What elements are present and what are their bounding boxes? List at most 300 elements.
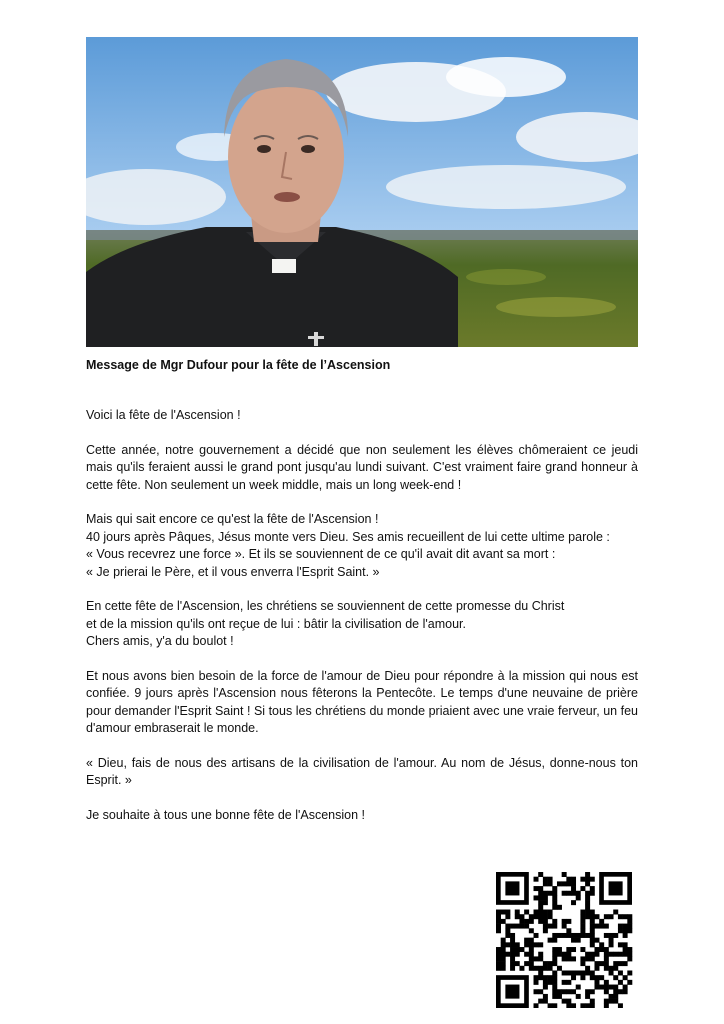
qr-module xyxy=(515,914,520,919)
qr-module xyxy=(613,975,618,980)
qr-module xyxy=(548,975,553,980)
qr-module xyxy=(627,952,632,957)
qr-module xyxy=(580,961,585,966)
qr-module xyxy=(623,989,628,994)
qr-module xyxy=(590,877,595,882)
qr-module xyxy=(496,919,501,924)
qr-module xyxy=(510,952,515,957)
qr-module xyxy=(571,989,576,994)
qr-module xyxy=(557,994,562,999)
qr-module xyxy=(548,1003,553,1008)
qr-module xyxy=(510,961,515,966)
qr-module xyxy=(562,919,567,924)
qr-code[interactable] xyxy=(494,870,634,1008)
qr-module xyxy=(585,952,590,957)
qr-module xyxy=(501,938,506,943)
qr-module xyxy=(543,928,548,933)
qr-module xyxy=(501,910,506,915)
qr-module xyxy=(496,952,501,957)
qr-module xyxy=(604,1003,609,1008)
qr-module xyxy=(548,966,553,971)
qr-module xyxy=(590,919,595,924)
qr-module xyxy=(529,919,534,924)
qr-module xyxy=(580,877,585,882)
qr-module xyxy=(627,928,632,933)
text-line: 40 jours après Pâques, Jésus monte vers Dieu. Ses amis recueillent de lui cette ultime parole : xyxy=(86,529,610,544)
qr-module xyxy=(566,928,571,933)
qr-module xyxy=(529,938,534,943)
qr-module xyxy=(599,947,604,952)
qr-module xyxy=(538,942,543,947)
qr-module xyxy=(594,975,599,980)
qr-module xyxy=(496,966,501,971)
text-line: En cette fête de l'Ascension, les chrétiens se souviennent de cette promesse du Christ xyxy=(86,599,565,614)
qr-module xyxy=(594,980,599,985)
qr-module xyxy=(585,933,590,938)
qr-module xyxy=(543,881,548,886)
qr-module xyxy=(519,966,524,971)
qr-module xyxy=(519,947,524,952)
qr-module xyxy=(529,928,534,933)
qr-module xyxy=(590,1003,595,1008)
qr-module xyxy=(496,956,501,961)
qr-module xyxy=(618,961,623,966)
qr-module xyxy=(538,966,543,971)
qr-module xyxy=(580,928,585,933)
qr-module xyxy=(609,952,614,957)
qr-module xyxy=(519,919,524,924)
qr-module xyxy=(538,914,543,919)
qr-module xyxy=(552,1003,557,1008)
qr-module xyxy=(538,999,543,1004)
qr-module xyxy=(548,881,553,886)
qr-module xyxy=(552,989,557,994)
qr-module xyxy=(576,985,581,990)
qr-module xyxy=(609,942,614,947)
qr-module xyxy=(590,970,595,975)
qr-module xyxy=(580,947,585,952)
qr-module xyxy=(585,966,590,971)
qr-module xyxy=(496,928,501,933)
qr-module xyxy=(538,989,543,994)
qr-module xyxy=(515,947,520,952)
qr-module xyxy=(571,881,576,886)
hero-photo xyxy=(86,37,638,347)
qr-module xyxy=(543,910,548,915)
qr-module xyxy=(590,914,595,919)
qr-module xyxy=(609,914,614,919)
qr-module xyxy=(580,956,585,961)
qr-module xyxy=(566,919,571,924)
qr-module xyxy=(538,872,543,877)
qr-module xyxy=(543,919,548,924)
qr-module xyxy=(562,999,567,1004)
qr-module xyxy=(609,985,614,990)
qr-module xyxy=(604,914,609,919)
qr-module xyxy=(604,961,609,966)
qr-module xyxy=(534,989,539,994)
qr-module xyxy=(505,933,510,938)
qr-module xyxy=(515,942,520,947)
qr-module xyxy=(566,933,571,938)
qr-module xyxy=(566,970,571,975)
qr-module xyxy=(604,989,609,994)
qr-module xyxy=(505,924,510,929)
qr-module xyxy=(566,999,571,1004)
qr-module xyxy=(510,966,515,971)
qr-module xyxy=(566,952,571,957)
qr-module xyxy=(604,985,609,990)
qr-module xyxy=(580,933,585,938)
qr-module xyxy=(585,891,590,896)
qr-module xyxy=(552,924,557,929)
qr-module xyxy=(571,938,576,943)
qr-module xyxy=(571,947,576,952)
qr-module xyxy=(599,961,604,966)
qr-module xyxy=(580,1003,585,1008)
qr-module xyxy=(524,924,529,929)
qr-module xyxy=(515,910,520,915)
qr-module xyxy=(627,956,632,961)
qr-module xyxy=(566,1003,571,1008)
qr-module xyxy=(562,891,567,896)
qr-module xyxy=(552,947,557,952)
qr-module xyxy=(576,938,581,943)
qr-module xyxy=(534,895,539,900)
qr-module xyxy=(623,928,628,933)
qr-module xyxy=(557,947,562,952)
qr-module xyxy=(557,933,562,938)
qr-module xyxy=(538,952,543,957)
qr-module xyxy=(576,891,581,896)
qr-module xyxy=(552,952,557,957)
qr-module xyxy=(534,956,539,961)
qr-module xyxy=(510,933,515,938)
qr-module xyxy=(566,989,571,994)
qr-module xyxy=(585,905,590,910)
qr-module xyxy=(613,933,618,938)
qr-module xyxy=(594,961,599,966)
qr-module xyxy=(590,989,595,994)
qr-module xyxy=(501,966,506,971)
qr-module xyxy=(609,994,614,999)
qr-module xyxy=(594,914,599,919)
qr-module xyxy=(590,910,595,915)
qr-module xyxy=(576,933,581,938)
qr-module xyxy=(529,952,534,957)
qr-module xyxy=(534,966,539,971)
qr-module xyxy=(543,924,548,929)
text-line: Chers amis, y'a du boulot ! xyxy=(86,634,234,649)
qr-module xyxy=(585,914,590,919)
text-line: « Je prierai le Père, et il vous enverra l'Esprit Saint. » xyxy=(86,564,380,579)
qr-module xyxy=(505,881,519,895)
qr-module xyxy=(543,877,548,882)
qr-module xyxy=(627,914,632,919)
qr-module xyxy=(552,961,557,966)
qr-module xyxy=(576,895,581,900)
qr-module xyxy=(538,905,543,910)
qr-module xyxy=(609,966,614,971)
qr-module xyxy=(571,975,576,980)
qr-module xyxy=(623,952,628,957)
qr-module xyxy=(543,961,548,966)
qr-module xyxy=(590,891,595,896)
qr-module xyxy=(529,947,534,952)
qr-module xyxy=(562,980,567,985)
qr-module xyxy=(557,966,562,971)
qr-module xyxy=(552,938,557,943)
qr-module xyxy=(613,966,618,971)
qr-module xyxy=(548,914,553,919)
qr-module xyxy=(566,891,571,896)
qr-module xyxy=(580,924,585,929)
qr-module xyxy=(618,928,623,933)
qr-module xyxy=(623,947,628,952)
qr-module xyxy=(594,947,599,952)
qr-module xyxy=(552,985,557,990)
qr-module xyxy=(543,985,548,990)
text-line: Mais qui sait encore ce qu'est la fête de l'Ascension ! xyxy=(86,512,379,527)
qr-module xyxy=(604,924,609,929)
qr-module xyxy=(524,952,529,957)
qr-module xyxy=(585,956,590,961)
qr-module xyxy=(496,924,501,929)
qr-module xyxy=(505,910,510,915)
qr-module xyxy=(609,970,614,975)
qr-module xyxy=(515,961,520,966)
qr-module xyxy=(604,956,609,961)
qr-module xyxy=(566,956,571,961)
qr-module xyxy=(552,891,557,896)
qr-module xyxy=(590,975,595,980)
bishop-portrait-image xyxy=(86,37,638,347)
qr-module xyxy=(623,961,628,966)
qr-module xyxy=(590,886,595,891)
qr-module xyxy=(618,980,623,985)
qr-module xyxy=(562,872,567,877)
qr-module xyxy=(566,877,571,882)
qr-module xyxy=(566,980,571,985)
paragraph-promise xyxy=(86,598,638,650)
qr-module xyxy=(548,924,553,929)
qr-module xyxy=(627,924,632,929)
qr-module xyxy=(552,919,557,924)
qr-module xyxy=(538,919,543,924)
qr-module xyxy=(534,914,539,919)
qr-module xyxy=(613,994,618,999)
qr-module xyxy=(576,994,581,999)
qr-module xyxy=(590,999,595,1004)
qr-module xyxy=(538,891,543,896)
qr-module xyxy=(538,886,543,891)
qr-module xyxy=(580,914,585,919)
qr-module xyxy=(552,895,557,900)
qr-module xyxy=(552,956,557,961)
qr-module xyxy=(627,980,632,985)
qr-module xyxy=(613,999,618,1004)
qr-module xyxy=(538,910,543,915)
qr-module xyxy=(552,933,557,938)
qr-module xyxy=(524,938,529,943)
qr-module xyxy=(571,970,576,975)
qr-module xyxy=(543,914,548,919)
qr-module xyxy=(501,942,506,947)
qr-module xyxy=(501,919,506,924)
qr-module xyxy=(623,933,628,938)
qr-module xyxy=(571,933,576,938)
qr-module xyxy=(604,952,609,957)
qr-module xyxy=(599,924,604,929)
qr-module xyxy=(623,942,628,947)
qr-module xyxy=(557,881,562,886)
qr-module xyxy=(609,881,623,895)
qr-module xyxy=(609,938,614,943)
qr-module xyxy=(562,989,567,994)
qr-module xyxy=(501,947,506,952)
qr-module xyxy=(618,970,623,975)
qr-module xyxy=(599,985,604,990)
qr-module xyxy=(604,999,609,1004)
qr-module xyxy=(519,924,524,929)
qr-module xyxy=(543,895,548,900)
qr-module xyxy=(538,975,543,980)
qr-module xyxy=(604,947,609,952)
qr-module xyxy=(543,994,548,999)
qr-module xyxy=(510,947,515,952)
qr-module xyxy=(496,914,501,919)
qr-module xyxy=(594,985,599,990)
qr-module xyxy=(571,877,576,882)
qr-code-image xyxy=(494,870,634,1008)
qr-module xyxy=(571,900,576,905)
qr-module xyxy=(505,942,510,947)
qr-module xyxy=(538,970,543,975)
qr-module xyxy=(501,961,506,966)
qr-module xyxy=(580,970,585,975)
qr-module xyxy=(529,961,534,966)
qr-module xyxy=(548,961,553,966)
qr-module xyxy=(548,980,553,985)
qr-module xyxy=(548,877,553,882)
qr-module xyxy=(552,994,557,999)
qr-module xyxy=(496,910,501,915)
qr-module xyxy=(562,933,567,938)
qr-module xyxy=(580,910,585,915)
qr-module xyxy=(543,975,548,980)
qr-module xyxy=(585,1003,590,1008)
paragraph-closing: Je souhaite à tous une bonne fête de l'Ascension ! xyxy=(86,808,365,823)
qr-module xyxy=(571,891,576,896)
qr-module xyxy=(562,924,567,929)
qr-module xyxy=(505,928,510,933)
qr-module xyxy=(548,910,553,915)
qr-module xyxy=(585,900,590,905)
qr-module xyxy=(618,952,623,957)
qr-module xyxy=(562,956,567,961)
qr-module xyxy=(585,872,590,877)
qr-module xyxy=(571,886,576,891)
qr-module xyxy=(534,877,539,882)
qr-module xyxy=(566,947,571,952)
paragraph-government: Cette année, notre gouvernement a décidé que non seulement les élèves chômeraient ce jeudi mais qu'ils feraient aussi le grand pont jusqu'au lundi suivant. C'est vraiment faire grand honneur à cette fête. Non seulement un week middle, mais un long week-end ! xyxy=(86,442,638,492)
qr-module xyxy=(576,970,581,975)
qr-module xyxy=(580,886,585,891)
qr-module xyxy=(505,914,510,919)
paragraph-intro: Voici la fête de l'Ascension ! xyxy=(86,408,241,422)
qr-module xyxy=(571,956,576,961)
qr-module xyxy=(552,970,557,975)
qr-module xyxy=(590,942,595,947)
paragraph-ascension-meaning xyxy=(86,511,638,581)
qr-module xyxy=(510,942,515,947)
qr-module xyxy=(543,900,548,905)
qr-module xyxy=(613,989,618,994)
qr-module xyxy=(613,985,618,990)
qr-module xyxy=(590,924,595,929)
qr-module xyxy=(623,914,628,919)
qr-module xyxy=(524,961,529,966)
qr-module xyxy=(594,924,599,929)
qr-module xyxy=(510,924,515,929)
qr-module xyxy=(562,952,567,957)
qr-module xyxy=(496,947,501,952)
qr-module xyxy=(594,952,599,957)
qr-module xyxy=(538,956,543,961)
qr-module xyxy=(623,924,628,929)
qr-module xyxy=(613,910,618,915)
qr-module xyxy=(618,924,623,929)
qr-module xyxy=(627,970,632,975)
qr-module xyxy=(552,980,557,985)
qr-module xyxy=(623,985,628,990)
qr-module xyxy=(580,975,585,980)
qr-module xyxy=(585,970,590,975)
qr-module xyxy=(534,975,539,980)
qr-module xyxy=(609,999,614,1004)
qr-module xyxy=(534,942,539,947)
qr-module xyxy=(613,961,618,966)
qr-module xyxy=(590,928,595,933)
qr-module xyxy=(543,966,548,971)
qr-module xyxy=(534,1003,539,1008)
qr-module xyxy=(604,933,609,938)
qr-module xyxy=(552,905,557,910)
qr-module xyxy=(585,989,590,994)
paragraph-prayer: « Dieu, fais de nous des artisans de la civilisation de l'amour. Au nom de Jésus, donne-nous ton Esprit. » xyxy=(86,756,638,788)
qr-module xyxy=(534,980,539,985)
qr-module xyxy=(534,886,539,891)
qr-module xyxy=(594,966,599,971)
qr-module xyxy=(590,952,595,957)
qr-module xyxy=(585,994,590,999)
qr-module xyxy=(590,956,595,961)
message-title: Message de Mgr Dufour pour la fête de l’Ascension xyxy=(86,358,391,372)
qr-module xyxy=(599,919,604,924)
qr-module xyxy=(515,952,520,957)
qr-module xyxy=(604,980,609,985)
qr-module xyxy=(548,938,553,943)
message-body xyxy=(86,407,638,842)
qr-module xyxy=(599,975,604,980)
qr-module xyxy=(501,956,506,961)
qr-module xyxy=(534,910,539,915)
qr-module xyxy=(571,1003,576,1008)
qr-module xyxy=(585,881,590,886)
qr-module xyxy=(529,914,534,919)
qr-module xyxy=(543,891,548,896)
qr-module xyxy=(618,942,623,947)
